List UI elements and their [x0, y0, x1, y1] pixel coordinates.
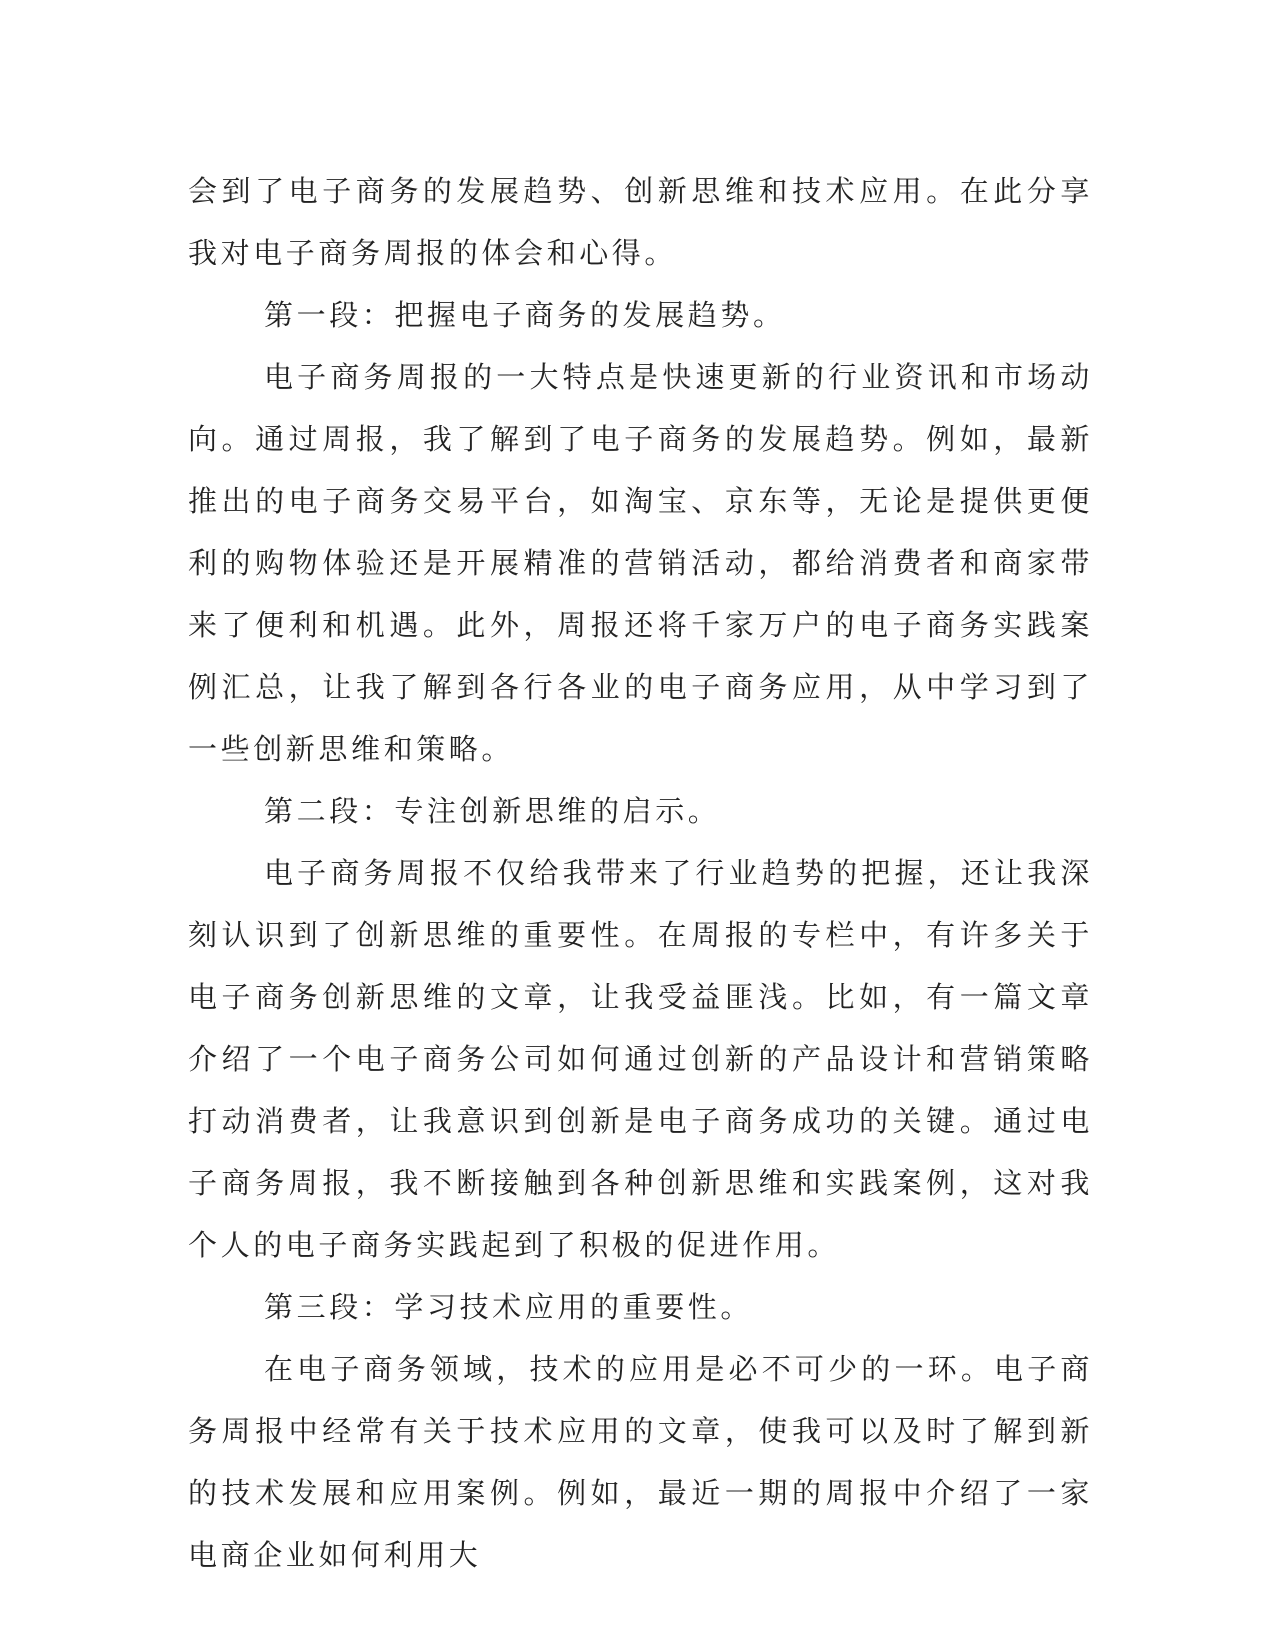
section-heading-2: 第二段：专注创新思维的启示。 [264, 794, 721, 828]
paragraph-body-1: 电子商务周报的一大特点是快速更新的行业资讯和市场动向。通过周报，我了解到了电子商务的发展趋势。例如，最新推出的电子商务交易平台，如淘宝、京东等，无论是提供更便利的购物体验还是开展精准的营销活动，都给消费者和商家带来了便利和机遇。此外，周报还将千家万户的电子商务实践案例汇总，让我了解到各行各业的电子商务应用，从中学习到了一些创新思维和策略。 [188, 360, 1093, 766]
paragraph-body-3: 在电子商务领域，技术的应用是必不可少的一环。电子商务周报中经常有关于技术应用的文章，使我可以及时了解到新的技术发展和应用案例。例如，最近一期的周报中介绍了一家电商企业如何利用大 [188, 1352, 1093, 1572]
section-heading-1: 第一段：把握电子商务的发展趋势。 [264, 298, 786, 332]
paragraph-intro-continuation: 会到了电子商务的发展趋势、创新思维和技术应用。在此分享我对电子商务周报的体会和心得。 [188, 174, 1093, 270]
section-heading-3: 第三段：学习技术应用的重要性。 [264, 1290, 754, 1324]
paragraph-body-2: 电子商务周报不仅给我带来了行业趋势的把握，还让我深刻认识到了创新思维的重要性。在周报的专栏中，有许多关于电子商务创新思维的文章，让我受益匪浅。比如，有一篇文章介绍了一个电子商务公司如何通过创新的产品设计和营销策略打动消费者，让我意识到创新是电子商务成功的关键。通过电子商务周报，我不断接触到各种创新思维和实践案例，这对我个人的电子商务实践起到了积极的促进作用。 [188, 856, 1093, 1262]
document-body [188, 160, 1093, 1586]
